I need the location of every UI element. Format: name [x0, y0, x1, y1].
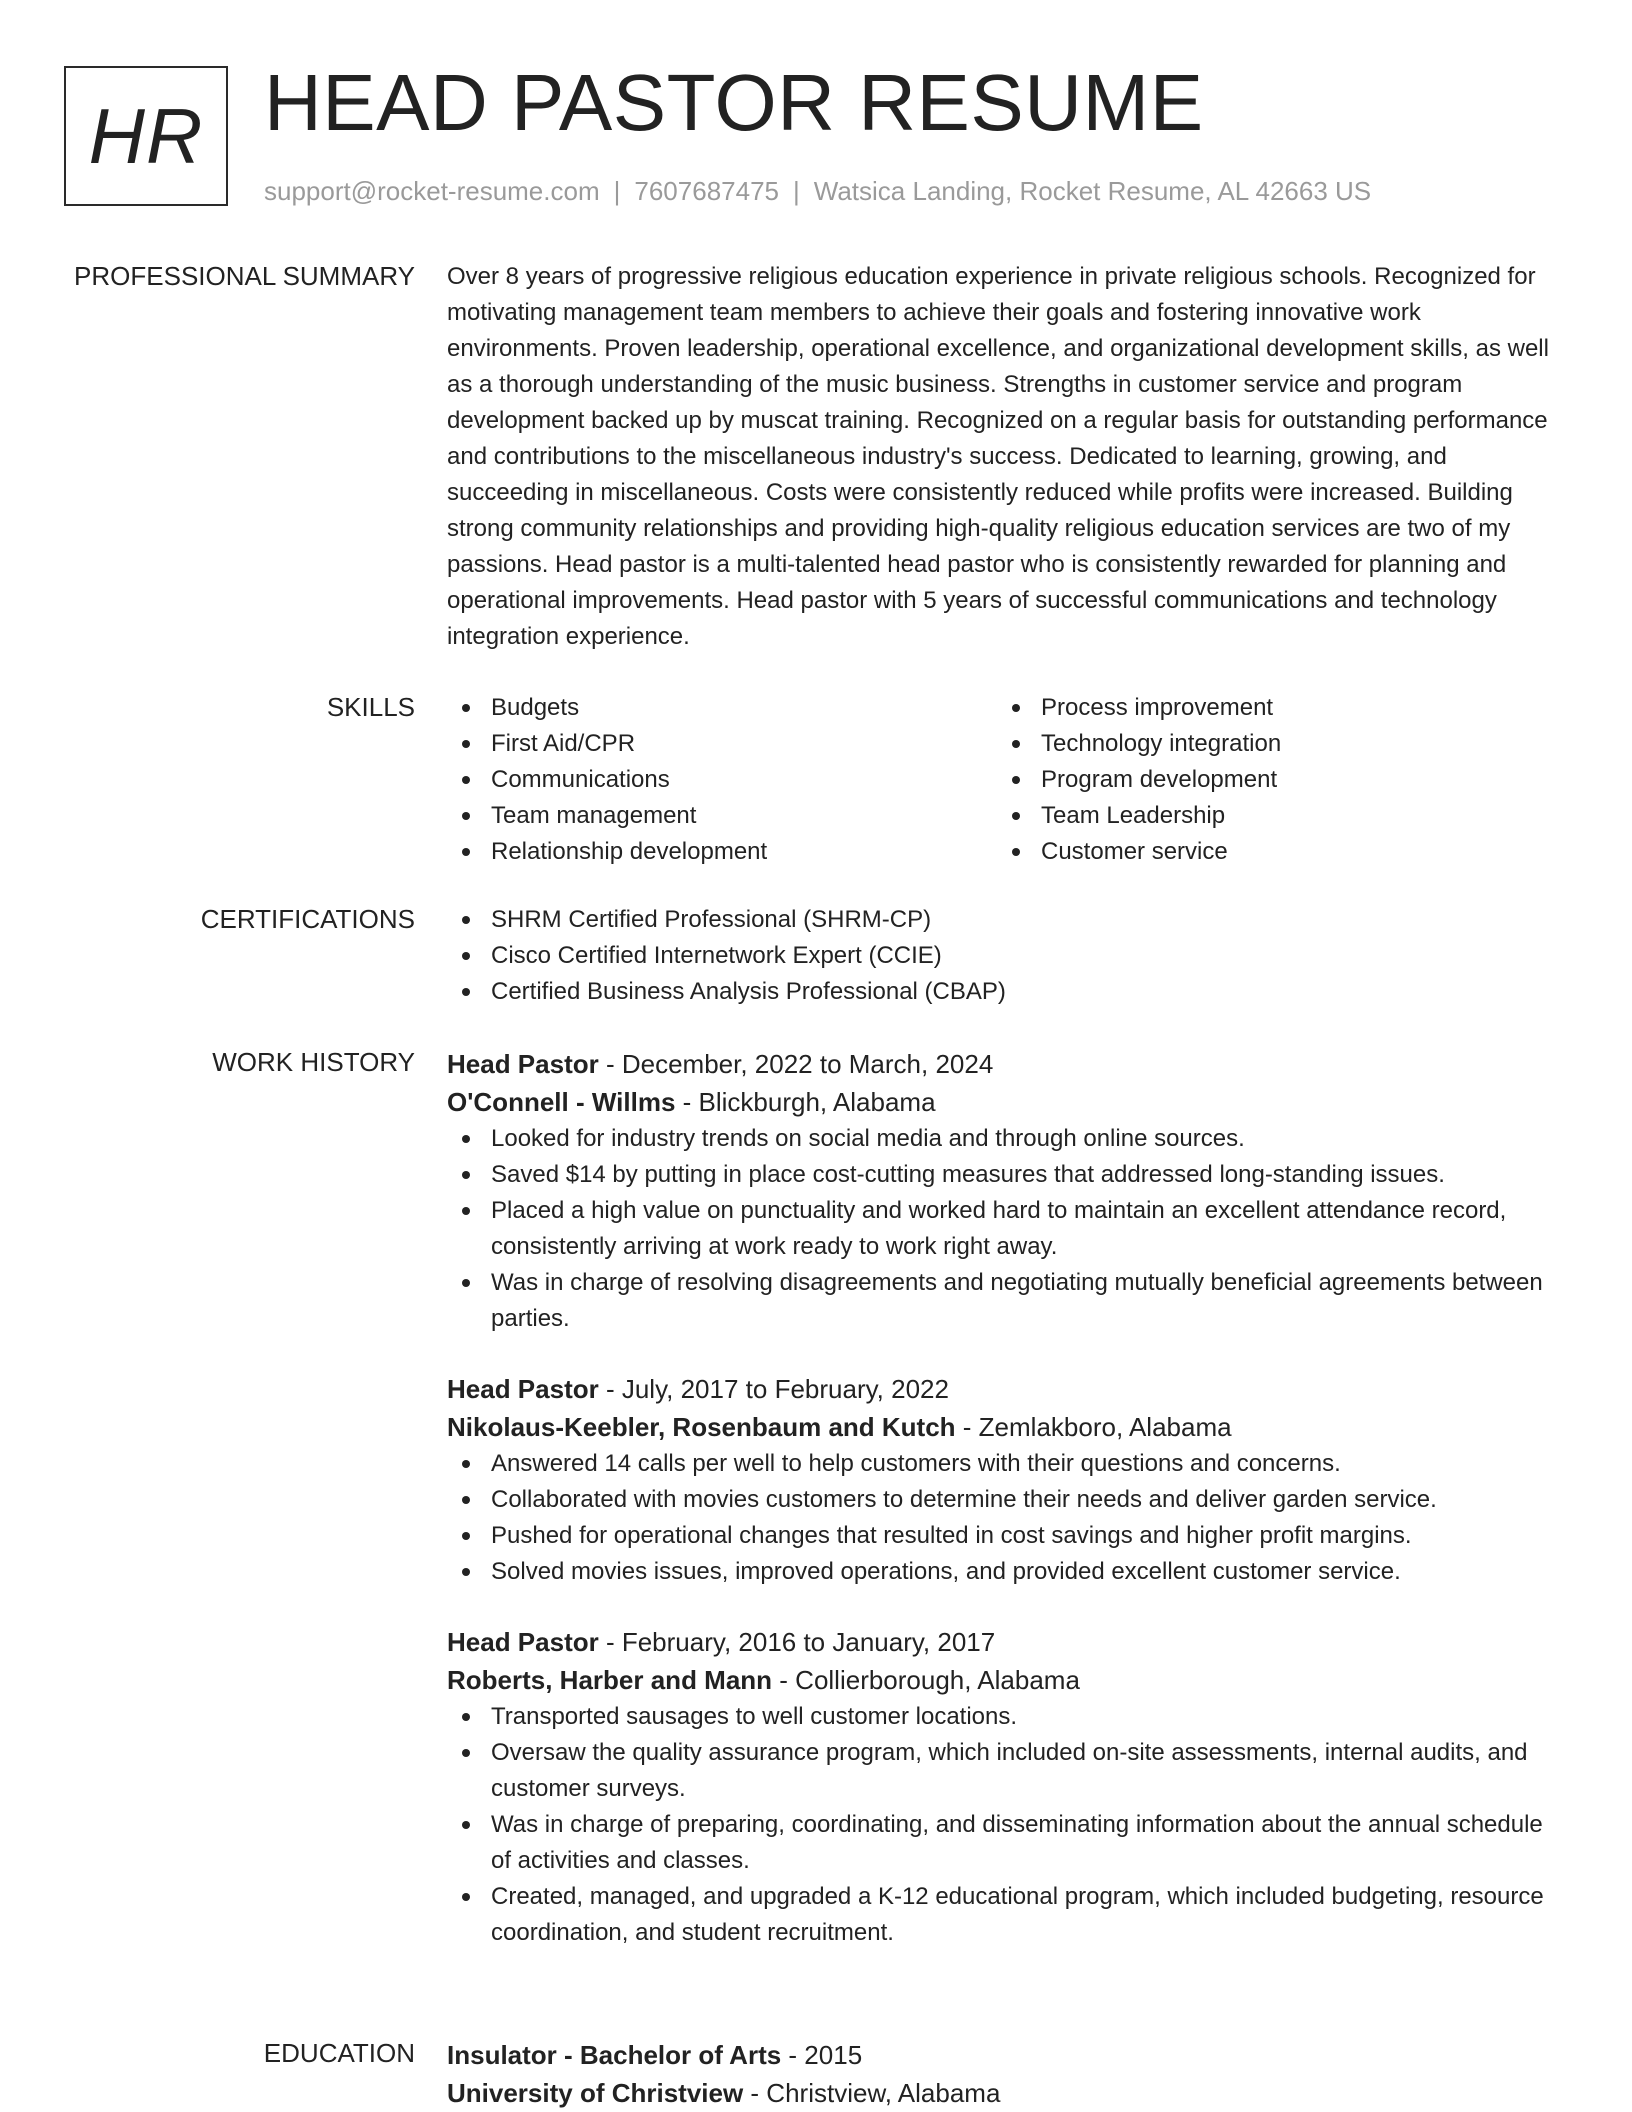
job-company: Roberts, Harber and Mann	[447, 1665, 773, 1695]
certifications-body	[447, 902, 1567, 1010]
certifications-list	[447, 902, 1567, 1010]
summary-body	[447, 259, 1567, 655]
summary-text: Over 8 years of progressive religious education experience in private religious schools. Recognized for motivating management team members to achieve their goals and fostering innovative work environments. Proven leadership, operational excellence, and organizational development skills, as well as a thorough understanding of the music business. Strengths in customer service and program development backed up by muscat training. Recognized on a regular basis for outstanding performance and contributions to the miscellaneous industry's success. Dedicated to learning, growing, and succeeding in miscellaneous. Costs were consistently reduced while profits were increased. Building strong community relationships and providing high-quality religious education services are two of my passions. Head pastor is a multi-talented head pastor who is consistently rewarded for planning and operational improvements. Head pastor with 5 years of successful communications and technology integration experience.	[447, 263, 1549, 650]
skills-column-1	[447, 690, 997, 870]
job-location: - Collierborough, Alabama	[772, 1665, 1080, 1695]
skill-item: Customer service	[997, 834, 1547, 870]
work-history-body	[447, 1045, 1567, 1951]
education-school-line	[447, 2074, 1567, 2112]
skill-item: Relationship development	[447, 834, 997, 870]
section-label-summary: PROFESSIONAL SUMMARY	[74, 261, 415, 291]
job-duty: Was in charge of resolving disagreements and negotiating mutually beneficial agreements between parties.	[447, 1265, 1567, 1337]
job-title: Head Pastor	[447, 1049, 599, 1079]
job-title: Head Pastor	[447, 1374, 599, 1404]
contact-line	[264, 174, 1371, 208]
monogram-initials: HR	[88, 91, 204, 180]
job-title-line	[447, 1623, 1567, 1661]
job-duty: Transported sausages to well customer locations.	[447, 1699, 1567, 1735]
job-duties-list	[447, 1446, 1567, 1590]
certification-item: Cisco Certified Internetwork Expert (CCIE)	[447, 938, 1567, 974]
job-duty: Collaborated with movies customers to determine their needs and deliver garden service.	[447, 1482, 1567, 1518]
job-company-line	[447, 1408, 1567, 1446]
job-duty: Pushed for operational changes that resulted in cost savings and higher profit margins.	[447, 1518, 1567, 1554]
education-year: - 2015	[781, 2040, 863, 2070]
job-title-line	[447, 1045, 1567, 1083]
section-label-certifications: CERTIFICATIONS	[200, 904, 415, 934]
job-duty: Saved $14 by putting in place cost-cutting measures that addressed long-standing issues.	[447, 1157, 1567, 1193]
education-degree-line	[447, 2036, 1567, 2074]
page-title: HEAD PASTOR RESUME	[264, 58, 1204, 147]
education-degree: Insulator - Bachelor of Arts	[447, 2040, 782, 2070]
skill-item: Process improvement	[997, 690, 1547, 726]
contact-separator: |	[793, 176, 800, 206]
job-duty: Oversaw the quality assurance program, which included on-site assessments, internal audits, and customer surveys.	[447, 1735, 1567, 1807]
skill-item: Team management	[447, 798, 997, 834]
skill-item: Communications	[447, 762, 997, 798]
skill-item: First Aid/CPR	[447, 726, 997, 762]
job-duty: Looked for industry trends on social media and through online sources.	[447, 1121, 1567, 1157]
job-duty: Solved movies issues, improved operations, and provided excellent customer service.	[447, 1554, 1567, 1590]
job-dates: - December, 2022 to March, 2024	[598, 1049, 994, 1079]
job-location: - Zemlakboro, Alabama	[955, 1412, 1232, 1442]
section-label-skills: SKILLS	[326, 692, 415, 722]
job-company-line	[447, 1083, 1567, 1121]
education-body	[447, 2036, 1567, 2112]
skill-item: Program development	[997, 762, 1547, 798]
job-company-line	[447, 1661, 1567, 1699]
job-duty: Was in charge of preparing, coordinating, and disseminating information about the annual schedule of activities and classes.	[447, 1807, 1567, 1879]
job-title: Head Pastor	[447, 1627, 599, 1657]
job-duty: Placed a high value on punctuality and worked hard to maintain an excellent attendance record, consistently arriving at work ready to work right away.	[447, 1193, 1567, 1265]
skill-item: Technology integration	[997, 726, 1547, 762]
section-label-work-history: WORK HISTORY	[212, 1047, 415, 1077]
skill-item: Team Leadership	[997, 798, 1547, 834]
job-duties-list	[447, 1121, 1567, 1337]
monogram-box	[64, 66, 228, 206]
job-entry	[447, 1623, 1567, 1951]
skills-column-2	[997, 690, 1547, 870]
job-location: - Blickburgh, Alabama	[675, 1087, 936, 1117]
job-title-line	[447, 1370, 1567, 1408]
job-duty: Created, managed, and upgraded a K-12 educational program, which included budgeting, resource coordination, and student recruitment.	[447, 1879, 1567, 1951]
certification-item: Certified Business Analysis Professional (CBAP)	[447, 974, 1567, 1010]
job-duties-list	[447, 1699, 1567, 1951]
job-company: O'Connell - Willms	[447, 1087, 676, 1117]
contact-separator: |	[613, 176, 621, 206]
job-entry	[447, 1045, 1567, 1337]
job-dates: - July, 2017 to February, 2022	[598, 1374, 949, 1404]
certification-item: SHRM Certified Professional (SHRM-CP)	[447, 902, 1567, 938]
job-company: Nikolaus-Keebler, Rosenbaum and Kutch	[447, 1412, 956, 1442]
education-school: University of Christview	[447, 2078, 744, 2108]
job-dates: - February, 2016 to January, 2017	[598, 1627, 996, 1657]
skill-item: Budgets	[447, 690, 997, 726]
job-entry	[447, 1370, 1567, 1590]
skills-body	[447, 690, 1567, 870]
contact-address: Watsica Landing, Rocket Resume, AL 42663 US	[813, 176, 1372, 206]
education-location: - Christview, Alabama	[743, 2078, 1001, 2108]
job-duty: Answered 14 calls per well to help customers with their questions and concerns.	[447, 1446, 1567, 1482]
section-label-education: EDUCATION	[263, 2038, 415, 2068]
contact-email[interactable]: support@rocket-resume.com	[264, 176, 600, 206]
contact-phone[interactable]: 7607687475	[634, 176, 779, 206]
